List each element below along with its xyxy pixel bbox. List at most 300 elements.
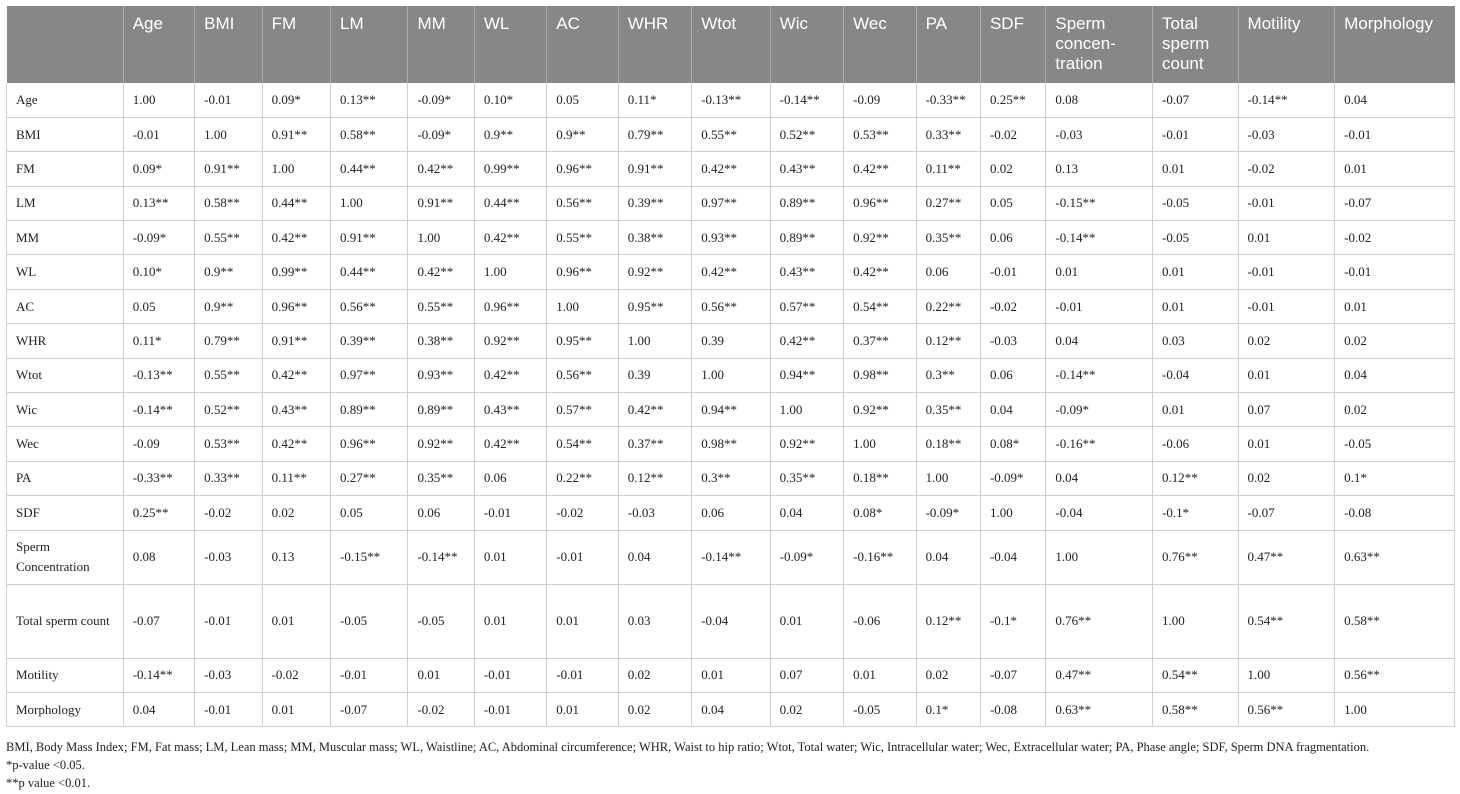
column-header: LM bbox=[330, 6, 407, 83]
table-cell: 0.01 bbox=[1153, 255, 1239, 289]
table-cell: 0.07 bbox=[770, 658, 843, 692]
table-cell: 0.99** bbox=[262, 255, 330, 289]
row-label: MM bbox=[7, 221, 124, 255]
table-cell: 0.03 bbox=[1153, 324, 1239, 358]
table-cell: 0.01 bbox=[770, 584, 843, 658]
table-cell: 0.27** bbox=[916, 186, 980, 220]
table-cell: 0.02 bbox=[916, 658, 980, 692]
table-cell: 0.01 bbox=[262, 584, 330, 658]
row-label: WHR bbox=[7, 324, 124, 358]
table-cell: 0.25** bbox=[980, 83, 1045, 117]
column-header: PA bbox=[916, 6, 980, 83]
table-cell: 0.01 bbox=[474, 584, 546, 658]
table-cell: 0.42** bbox=[408, 255, 474, 289]
table-cell: -0.06 bbox=[844, 584, 916, 658]
table-cell: 0.44** bbox=[330, 255, 407, 289]
table-cell: 0.95** bbox=[618, 289, 691, 323]
table-cell: 0.06 bbox=[692, 496, 770, 530]
table-header bbox=[7, 6, 1455, 83]
table-cell: 0.05 bbox=[547, 83, 618, 117]
table-cell: 0.96** bbox=[474, 289, 546, 323]
row-label: Wtot bbox=[7, 358, 124, 392]
table-cell: 1.00 bbox=[408, 221, 474, 255]
table-cell: 0.33** bbox=[195, 461, 262, 495]
table-cell: 0.38** bbox=[618, 221, 691, 255]
table-cell: 0.56** bbox=[692, 289, 770, 323]
table-cell: 0.42** bbox=[262, 427, 330, 461]
table-cell: 0.02 bbox=[262, 496, 330, 530]
table-cell: 0.01 bbox=[1335, 152, 1455, 186]
table-cell: 0.58** bbox=[195, 186, 262, 220]
table-cell: 0.9** bbox=[195, 289, 262, 323]
table-cell: 0.98** bbox=[692, 427, 770, 461]
table-cell: 0.02 bbox=[618, 658, 691, 692]
table-cell: 0.22** bbox=[547, 461, 618, 495]
table-cell: -0.02 bbox=[262, 658, 330, 692]
table-cell: 0.92** bbox=[618, 255, 691, 289]
table-cell: -0.02 bbox=[980, 117, 1045, 151]
table-cell: -0.07 bbox=[123, 584, 194, 658]
table-cell: 0.91** bbox=[195, 152, 262, 186]
table-cell: -0.06 bbox=[1153, 427, 1239, 461]
table-footnotes bbox=[6, 738, 1369, 792]
table-cell: 0.91** bbox=[618, 152, 691, 186]
table-cell: 0.35** bbox=[916, 221, 980, 255]
table-cell: 0.96** bbox=[330, 427, 407, 461]
table-cell: 0.07 bbox=[1238, 393, 1335, 427]
table-cell: 0.12** bbox=[1153, 461, 1239, 495]
table-row bbox=[7, 152, 1455, 186]
row-label: FM bbox=[7, 152, 124, 186]
table-cell: 0.91** bbox=[262, 117, 330, 151]
table-cell: -0.04 bbox=[692, 584, 770, 658]
table-cell: -0.15** bbox=[1046, 186, 1153, 220]
table-cell: 0.63** bbox=[1335, 530, 1455, 584]
table-cell: -0.05 bbox=[844, 692, 916, 726]
table-row bbox=[7, 393, 1455, 427]
table-cell: 0.98** bbox=[844, 358, 916, 392]
table-cell: -0.16** bbox=[1046, 427, 1153, 461]
table-cell: 0.92** bbox=[770, 427, 843, 461]
table-cell: -0.05 bbox=[1335, 427, 1455, 461]
table-cell: -0.05 bbox=[330, 584, 407, 658]
table-cell: 0.05 bbox=[980, 186, 1045, 220]
table-cell: 0.42** bbox=[844, 152, 916, 186]
table-cell: 1.00 bbox=[1335, 692, 1455, 726]
row-label: Age bbox=[7, 83, 124, 117]
table-cell: 0.01 bbox=[262, 692, 330, 726]
table-cell: 0.96** bbox=[262, 289, 330, 323]
column-header: BMI bbox=[195, 6, 262, 83]
table-cell: 0.01 bbox=[1153, 289, 1239, 323]
table-cell: -0.03 bbox=[195, 530, 262, 584]
table-cell: 0.04 bbox=[123, 692, 194, 726]
column-header: Motility bbox=[1238, 6, 1335, 83]
table-cell: -0.02 bbox=[195, 496, 262, 530]
table-cell: -0.09* bbox=[980, 461, 1045, 495]
table-cell: 0.11* bbox=[123, 324, 194, 358]
row-label: Morphology bbox=[7, 692, 124, 726]
table-cell: 1.00 bbox=[770, 393, 843, 427]
table-cell: 1.00 bbox=[195, 117, 262, 151]
table-cell: 0.01 bbox=[408, 658, 474, 692]
column-header: Wtot bbox=[692, 6, 770, 83]
table-cell: 1.00 bbox=[262, 152, 330, 186]
table-cell: 0.63** bbox=[1046, 692, 1153, 726]
table-cell: 0.12** bbox=[916, 584, 980, 658]
row-label: Motility bbox=[7, 658, 124, 692]
table-cell: 0.18** bbox=[916, 427, 980, 461]
table-cell: 0.43** bbox=[770, 152, 843, 186]
table-cell: -0.01 bbox=[123, 117, 194, 151]
table-cell: 0.06 bbox=[474, 461, 546, 495]
table-cell: -0.09 bbox=[844, 83, 916, 117]
table-cell: -0.02 bbox=[408, 692, 474, 726]
table-cell: 0.53** bbox=[195, 427, 262, 461]
table-cell: 0.10* bbox=[474, 83, 546, 117]
table-cell: 0.39** bbox=[330, 324, 407, 358]
table-row bbox=[7, 427, 1455, 461]
table-cell: 0.76** bbox=[1046, 584, 1153, 658]
table-cell: 0.55** bbox=[692, 117, 770, 151]
table-cell: 0.89** bbox=[330, 393, 407, 427]
table-cell: -0.14** bbox=[1238, 83, 1335, 117]
table-cell: 0.08* bbox=[844, 496, 916, 530]
table-cell: 0.1* bbox=[1335, 461, 1455, 495]
table-cell: -0.03 bbox=[618, 496, 691, 530]
table-cell: 0.08* bbox=[980, 427, 1045, 461]
table-cell: 0.04 bbox=[692, 692, 770, 726]
table-cell: 0.01 bbox=[1238, 221, 1335, 255]
table-cell: 0.01 bbox=[692, 658, 770, 692]
table-row bbox=[7, 83, 1455, 117]
table-cell: 0.92** bbox=[844, 221, 916, 255]
table-cell: 0.02 bbox=[1335, 393, 1455, 427]
table-cell: 0.01 bbox=[1153, 393, 1239, 427]
column-header: Age bbox=[123, 6, 194, 83]
table-cell: 0.09* bbox=[123, 152, 194, 186]
table-cell: -0.01 bbox=[1153, 117, 1239, 151]
table-cell: 0.44** bbox=[262, 186, 330, 220]
column-header: WL bbox=[474, 6, 546, 83]
table-cell: -0.08 bbox=[980, 692, 1045, 726]
table-cell: 0.11** bbox=[262, 461, 330, 495]
table-cell: 0.89** bbox=[408, 393, 474, 427]
table-cell: 0.11** bbox=[916, 152, 980, 186]
table-body bbox=[7, 83, 1455, 727]
table-cell: 0.04 bbox=[916, 530, 980, 584]
table-cell: 0.42** bbox=[770, 324, 843, 358]
table-row bbox=[7, 117, 1455, 151]
row-label: Total sperm count bbox=[7, 584, 124, 658]
table-cell: -0.01 bbox=[330, 658, 407, 692]
column-header: Wec bbox=[844, 6, 916, 83]
table-cell: -0.09* bbox=[408, 117, 474, 151]
table-cell: 0.47** bbox=[1238, 530, 1335, 584]
table-cell: -0.05 bbox=[1153, 221, 1239, 255]
table-cell: -0.01 bbox=[1335, 255, 1455, 289]
table-cell: 0.92** bbox=[844, 393, 916, 427]
table-cell: 0.43** bbox=[770, 255, 843, 289]
table-cell: 0.93** bbox=[692, 221, 770, 255]
table-cell: -0.14** bbox=[1046, 221, 1153, 255]
table-cell: 0.58** bbox=[1153, 692, 1239, 726]
table-cell: -0.07 bbox=[1335, 186, 1455, 220]
table-cell: 0.42** bbox=[692, 255, 770, 289]
table-cell: -0.01 bbox=[1238, 255, 1335, 289]
table-cell: -0.01 bbox=[1238, 289, 1335, 323]
table-row bbox=[7, 255, 1455, 289]
table-row bbox=[7, 186, 1455, 220]
table-cell: 1.00 bbox=[916, 461, 980, 495]
table-cell: 0.53** bbox=[844, 117, 916, 151]
table-cell: 0.55** bbox=[195, 358, 262, 392]
table-cell: 0.47** bbox=[1046, 658, 1153, 692]
row-label: SDF bbox=[7, 496, 124, 530]
table-cell: 0.25** bbox=[123, 496, 194, 530]
table-cell: 0.42** bbox=[262, 221, 330, 255]
column-header: MM bbox=[408, 6, 474, 83]
table-cell: 0.56** bbox=[330, 289, 407, 323]
table-cell: -0.04 bbox=[1153, 358, 1239, 392]
table-cell: 0.58** bbox=[1335, 584, 1455, 658]
table-cell: 0.54** bbox=[1153, 658, 1239, 692]
table-cell: 0.05 bbox=[123, 289, 194, 323]
correlation-table bbox=[6, 6, 1455, 727]
table-cell: 0.91** bbox=[262, 324, 330, 358]
table-cell: 0.54** bbox=[844, 289, 916, 323]
table-cell: -0.14** bbox=[1046, 358, 1153, 392]
table-cell: 0.01 bbox=[547, 692, 618, 726]
table-cell: 0.99** bbox=[474, 152, 546, 186]
table-cell: 0.13 bbox=[1046, 152, 1153, 186]
table-cell: -0.15** bbox=[330, 530, 407, 584]
table-cell: -0.14** bbox=[692, 530, 770, 584]
column-header: WHR bbox=[618, 6, 691, 83]
table-cell: 1.00 bbox=[618, 324, 691, 358]
table-cell: 0.94** bbox=[770, 358, 843, 392]
table-cell: -0.01 bbox=[195, 83, 262, 117]
table-cell: 0.01 bbox=[547, 584, 618, 658]
table-cell: 0.01 bbox=[1238, 427, 1335, 461]
table-cell: 0.02 bbox=[618, 692, 691, 726]
row-label: Wic bbox=[7, 393, 124, 427]
table-cell: -0.09* bbox=[408, 83, 474, 117]
table-cell: -0.05 bbox=[408, 584, 474, 658]
table-cell: 0.54** bbox=[547, 427, 618, 461]
table-row bbox=[7, 692, 1455, 726]
table-cell: 0.01 bbox=[1335, 289, 1455, 323]
table-cell: 1.00 bbox=[547, 289, 618, 323]
column-header: Wic bbox=[770, 6, 843, 83]
column-header: AC bbox=[547, 6, 618, 83]
table-cell: -0.01 bbox=[474, 692, 546, 726]
table-cell: 0.43** bbox=[262, 393, 330, 427]
table-cell: 0.37** bbox=[844, 324, 916, 358]
table-cell: 0.9** bbox=[474, 117, 546, 151]
table-row bbox=[7, 358, 1455, 392]
row-label: Wec bbox=[7, 427, 124, 461]
table-row bbox=[7, 289, 1455, 323]
table-cell: -0.13** bbox=[123, 358, 194, 392]
table-cell: -0.01 bbox=[474, 658, 546, 692]
table-row bbox=[7, 658, 1455, 692]
table-cell: -0.16** bbox=[844, 530, 916, 584]
table-cell: 0.95** bbox=[547, 324, 618, 358]
table-cell: -0.03 bbox=[1238, 117, 1335, 151]
table-cell: -0.1* bbox=[980, 584, 1045, 658]
table-cell: 0.02 bbox=[1335, 324, 1455, 358]
table-cell: 0.89** bbox=[770, 221, 843, 255]
table-cell: -0.04 bbox=[1046, 496, 1153, 530]
table-cell: 0.44** bbox=[474, 186, 546, 220]
table-cell: 0.06 bbox=[980, 358, 1045, 392]
table-cell: 0.13 bbox=[262, 530, 330, 584]
table-cell: -0.01 bbox=[1046, 289, 1153, 323]
table-cell: -0.1* bbox=[1153, 496, 1239, 530]
table-cell: -0.01 bbox=[547, 658, 618, 692]
table-cell: 0.91** bbox=[330, 221, 407, 255]
table-cell: 0.13** bbox=[330, 83, 407, 117]
table-cell: 0.1* bbox=[916, 692, 980, 726]
row-label: WL bbox=[7, 255, 124, 289]
table-cell: 0.52** bbox=[770, 117, 843, 151]
table-cell: 0.58** bbox=[330, 117, 407, 151]
table-cell: 0.56** bbox=[547, 186, 618, 220]
table-cell: -0.05 bbox=[1153, 186, 1239, 220]
table-cell: 1.00 bbox=[474, 255, 546, 289]
table-cell: -0.02 bbox=[980, 289, 1045, 323]
table-cell: 0.76** bbox=[1153, 530, 1239, 584]
table-row bbox=[7, 530, 1455, 584]
row-label: LM bbox=[7, 186, 124, 220]
table-cell: 1.00 bbox=[980, 496, 1045, 530]
table-cell: -0.09* bbox=[916, 496, 980, 530]
table-cell: -0.01 bbox=[980, 255, 1045, 289]
table-cell: 1.00 bbox=[330, 186, 407, 220]
table-cell: 0.04 bbox=[770, 496, 843, 530]
table-cell: 0.08 bbox=[123, 530, 194, 584]
table-cell: -0.01 bbox=[474, 496, 546, 530]
table-cell: 0.06 bbox=[916, 255, 980, 289]
table-cell: 0.04 bbox=[1335, 358, 1455, 392]
table-cell: -0.03 bbox=[980, 324, 1045, 358]
table-cell: 0.96** bbox=[547, 255, 618, 289]
table-cell: -0.04 bbox=[980, 530, 1045, 584]
table-cell: 0.56** bbox=[547, 358, 618, 392]
column-header: Morphology bbox=[1335, 6, 1455, 83]
table-cell: 0.96** bbox=[547, 152, 618, 186]
table-cell: -0.33** bbox=[123, 461, 194, 495]
table-cell: -0.09* bbox=[1046, 393, 1153, 427]
table-cell: 0.27** bbox=[330, 461, 407, 495]
table-cell: 0.35** bbox=[770, 461, 843, 495]
table-cell: -0.08 bbox=[1335, 496, 1455, 530]
table-cell: 0.08 bbox=[1046, 83, 1153, 117]
table-cell: 0.79** bbox=[618, 117, 691, 151]
table-cell: 1.00 bbox=[844, 427, 916, 461]
table-cell: -0.07 bbox=[1153, 83, 1239, 117]
table-cell: -0.01 bbox=[1335, 117, 1455, 151]
table-cell: 0.35** bbox=[408, 461, 474, 495]
table-cell: 0.13** bbox=[123, 186, 194, 220]
table-cell: 0.56** bbox=[1335, 658, 1455, 692]
table-cell: -0.03 bbox=[1046, 117, 1153, 151]
table-cell: 0.04 bbox=[980, 393, 1045, 427]
table-cell: -0.02 bbox=[1238, 152, 1335, 186]
table-cell: 0.42** bbox=[474, 427, 546, 461]
table-cell: -0.02 bbox=[547, 496, 618, 530]
table-cell: 0.57** bbox=[547, 393, 618, 427]
table-cell: -0.14** bbox=[123, 393, 194, 427]
table-row bbox=[7, 461, 1455, 495]
table-cell: 0.02 bbox=[1238, 324, 1335, 358]
table-cell: 0.39 bbox=[692, 324, 770, 358]
table-cell: 0.01 bbox=[1238, 358, 1335, 392]
table-cell: 1.00 bbox=[123, 83, 194, 117]
table-cell: 0.43** bbox=[474, 393, 546, 427]
table-cell: 0.55** bbox=[547, 221, 618, 255]
double-star-note: **p value <0.01. bbox=[6, 776, 91, 790]
single-star-note: *p-value <0.05. bbox=[6, 758, 85, 772]
table-cell: 0.91** bbox=[408, 186, 474, 220]
table-cell: 0.55** bbox=[408, 289, 474, 323]
table-cell: 0.42** bbox=[844, 255, 916, 289]
table-cell: 1.00 bbox=[1153, 584, 1239, 658]
table-cell: 0.55** bbox=[195, 221, 262, 255]
table-cell: -0.01 bbox=[195, 692, 262, 726]
table-cell: 0.01 bbox=[844, 658, 916, 692]
table-cell: 0.02 bbox=[770, 692, 843, 726]
table-cell: 0.9** bbox=[547, 117, 618, 151]
table-cell: -0.13** bbox=[692, 83, 770, 117]
table-cell: 0.9** bbox=[195, 255, 262, 289]
table-cell: 0.42** bbox=[408, 152, 474, 186]
table-cell: 0.05 bbox=[330, 496, 407, 530]
table-cell: -0.14** bbox=[123, 658, 194, 692]
table-cell: 0.97** bbox=[692, 186, 770, 220]
table-cell: -0.09* bbox=[123, 221, 194, 255]
table-row bbox=[7, 221, 1455, 255]
table-cell: -0.07 bbox=[980, 658, 1045, 692]
table-cell: 0.04 bbox=[618, 530, 691, 584]
table-cell: 0.96** bbox=[844, 186, 916, 220]
row-label: AC bbox=[7, 289, 124, 323]
row-label: Sperm Concentration bbox=[7, 530, 124, 584]
table-cell: 0.42** bbox=[262, 358, 330, 392]
table-cell: 0.06 bbox=[980, 221, 1045, 255]
table-cell: 0.39** bbox=[618, 186, 691, 220]
table-cell: 0.79** bbox=[195, 324, 262, 358]
table-cell: 1.00 bbox=[1046, 530, 1153, 584]
table-cell: 0.11* bbox=[618, 83, 691, 117]
table-cell: 0.04 bbox=[1335, 83, 1455, 117]
table-cell: 0.18** bbox=[844, 461, 916, 495]
header-corner bbox=[7, 6, 124, 83]
table-cell: 0.54** bbox=[1238, 584, 1335, 658]
table-cell: -0.14** bbox=[770, 83, 843, 117]
table-cell: -0.02 bbox=[1335, 221, 1455, 255]
table-cell: 0.10* bbox=[123, 255, 194, 289]
table-cell: 0.12** bbox=[916, 324, 980, 358]
column-header: Sperm concen-tration bbox=[1046, 6, 1153, 83]
table-cell: 0.37** bbox=[618, 427, 691, 461]
table-cell: 0.92** bbox=[408, 427, 474, 461]
column-header: Total sperm count bbox=[1153, 6, 1239, 83]
table-cell: 0.56** bbox=[1238, 692, 1335, 726]
table-cell: 0.38** bbox=[408, 324, 474, 358]
table-cell: 0.42** bbox=[474, 221, 546, 255]
